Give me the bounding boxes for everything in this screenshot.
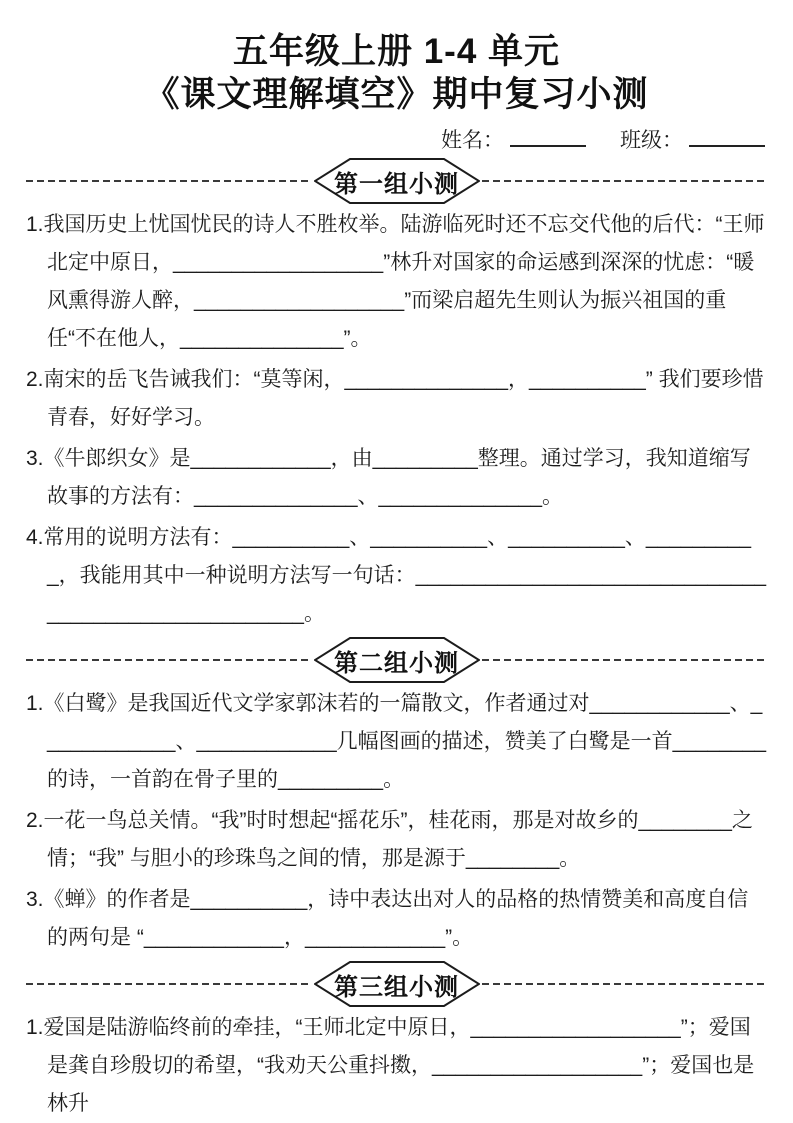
section-2-title: 第二组小测 [334,649,459,677]
section-1-badge [314,158,480,204]
section-2-question-3: 3.《蝉》的作者是__________，诗中表达出对人的品格的热情赞美和高度自信的两句是 “____________，____________”。 [26,888,749,949]
class-blank [689,128,765,147]
section-1-question-3: 3.《牛郎织女》是____________，由_________整理。通过学习，我知道缩写故事的方法有：______________、______________。 [26,447,751,508]
name-blank [510,128,586,147]
section-3-question-1: 1.爱国是陆游临终前的牵挂，“王师北定中原日，__________________”；爱国是龚自珍殷切的希望，“我劝天公重抖擞，__________________”；爱国也是林升 [26,1016,755,1115]
section-1-question-4: 4.常用的说明方法有：__________、__________、__________、__________，我能用其中一种说明方法写一句话：____________________________________________________。 [26,526,767,625]
name-label: 姓名： [441,129,504,152]
section-1-divider [26,158,767,204]
section-2-divider [26,637,767,683]
dashed-line-left [26,180,312,182]
class-label: 班级： [620,129,683,152]
section-3-badge [314,961,480,1007]
section-1-title: 第一组小测 [334,170,459,198]
section-2-question-2: 2.一花一鸟总关情。“我”时时想起“摇花乐”，桂花雨，那是对故乡的________之情；“我” 与胆小的珍珠鸟之间的情，那是源于________。 [26,809,753,870]
dashed-line-right [482,983,768,985]
dashed-line-left [26,659,312,661]
name-class-row [26,128,765,154]
page-title-line2: 《课文理解填空》期中复习小测 [144,75,649,114]
section-3-divider [26,961,767,1007]
section-3-title: 第三组小测 [334,973,459,1001]
section-1-question-1: 1.我国历史上忧国忧民的诗人不胜枚举。陆游临死时还不忘交代他的后代：“王师北定中原日，__________________”林升对国家的命运感到深深的忧虑：“暖风熏得游人醉，__________________”而梁启超先生则认为振兴祖国的重任“不在他人，______________”。 [26,213,765,350]
page-title-line1: 五年级上册 1-4 单元 [232,32,561,71]
section-1-question-2: 2.南宋的岳飞告诫我们：“莫等闲，______________，__________” 我们要珍惜青春，好好学习。 [26,368,764,429]
dashed-line-right [482,659,768,661]
section-2-question-1: 1.《白鹭》是我国近代文学家郭沫若的一篇散文，作者通过对____________、____________、____________几幅图画的描述，赞美了白鹭是一首________的诗，一首韵在骨子里的_________。 [26,692,767,791]
dashed-line-right [482,180,768,182]
section-2-badge [314,637,480,683]
dashed-line-left [26,983,312,985]
